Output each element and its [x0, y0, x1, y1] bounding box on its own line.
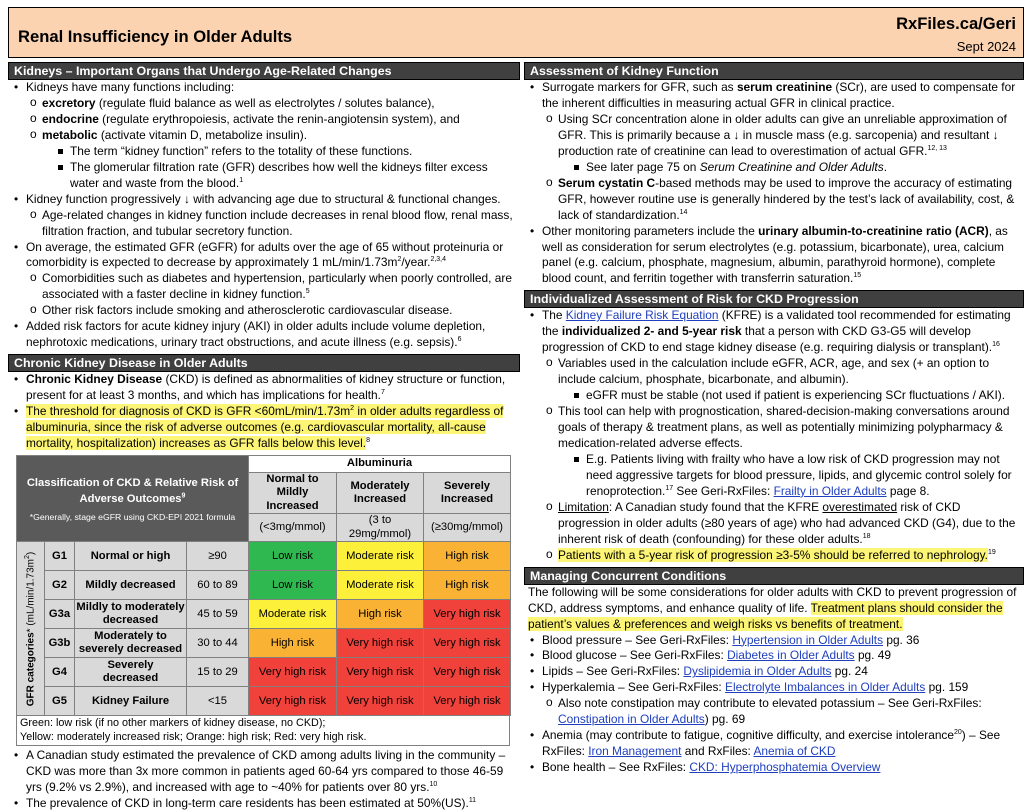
- reference-number: 18: [862, 532, 871, 540]
- risk-cell: Very high risk: [249, 658, 337, 687]
- section-heading-manage: Managing Concurrent Conditions: [524, 567, 1024, 585]
- page-header: [8, 7, 1024, 58]
- text: The threshold for diagnosis of CKD is GFR <60mL/min/1.73m: [26, 404, 351, 419]
- table-row: [17, 571, 511, 600]
- gfr-range: 30 to 44: [187, 629, 249, 658]
- risk-cell: Very high risk: [337, 629, 424, 658]
- text: The term “kidney function” refers to the totality of these functions.: [70, 143, 413, 158]
- text: Lipids – See Geri-RxFiles:: [542, 664, 684, 679]
- albuminuria-col-header: [424, 472, 511, 513]
- list-item: [524, 680, 1024, 696]
- risk-cell: Low risk: [249, 542, 337, 571]
- risk-cell: Very high risk: [424, 658, 511, 687]
- gfr-stage-code: G3b: [45, 629, 75, 658]
- kfre-link[interactable]: Kidney Failure Risk Equation: [565, 308, 719, 323]
- list-item: [8, 748, 520, 796]
- text: Variables used in the calculation include eGFR, ACR, age, and sex (+ an option to include calcium, phosphate, bicarbonate, and albumin).: [558, 356, 990, 387]
- text: This tool can help with prognostication, shared-decision-making conversations around goals of therapy & treatment plans, as well as potentially minimizing polypharmacy & medication-related adverse effects.: [558, 404, 1010, 451]
- text: pg. 24: [831, 664, 868, 679]
- page-title: Renal Insufficiency in Older Adults: [18, 27, 293, 46]
- iron-management-link[interactable]: Iron Management: [588, 744, 682, 759]
- text: The following will be some considerations for older adults with CKD to prevent progression of CKD, address symptoms, and enhance quality of life.: [528, 584, 1017, 615]
- risk-cell: Moderate risk: [337, 542, 424, 571]
- risk-cell: Very high risk: [337, 658, 424, 687]
- electrolyte-link[interactable]: Electrolyte Imbalances in Older Adults: [725, 680, 926, 695]
- gfr-stage-description: Severely decreased: [75, 658, 187, 687]
- risk-cell: Very high risk: [424, 600, 511, 629]
- list-item: [524, 224, 1024, 288]
- list-item: [8, 80, 520, 96]
- text: pg. 49: [854, 648, 892, 663]
- table-row: [17, 542, 511, 571]
- text: overestimated: [822, 499, 898, 514]
- list-item: [524, 664, 1024, 680]
- right-column: [524, 62, 1024, 776]
- text: and RxFiles:: [681, 744, 754, 759]
- list-item: [524, 548, 1024, 564]
- list-item: [8, 303, 520, 319]
- constipation-link[interactable]: Constipation in Older Adults: [558, 712, 705, 727]
- list-item: [524, 760, 1024, 776]
- reference-number: 6: [457, 336, 462, 344]
- text: ): [24, 551, 36, 555]
- table-row: [17, 687, 511, 716]
- list-item: [524, 648, 1024, 664]
- list-item: [524, 728, 1024, 760]
- gfr-stage-description: Mildly to moderately decreased: [75, 600, 187, 629]
- list-item: [524, 500, 1024, 548]
- gfr-stage-code: G5: [45, 687, 75, 716]
- gfr-stage-description: Normal or high: [75, 542, 187, 571]
- reference-number: 2,3,4: [430, 256, 447, 264]
- text: , as well as consideration for serum electrolytes (e.g. potassium, bicarbonate), urea, calcium panel (e.g. calcium, phosphate, magnesium, albumin, parathyroid hormone), complete blood count, and ferritin together with transferrin saturation.: [542, 223, 1008, 286]
- anemia-ckd-link[interactable]: Anemia of CKD: [753, 744, 836, 759]
- list-item: [524, 112, 1024, 160]
- risk-cell: Very high risk: [424, 687, 511, 716]
- legend-line: Yellow: moderately increased risk; Orange: high risk; Red: very high risk.: [20, 730, 367, 743]
- gfr-categories-label: [17, 542, 45, 716]
- superscript: 2: [397, 256, 402, 264]
- reference-number: 11: [468, 797, 477, 805]
- reference-number: 17: [665, 484, 674, 492]
- text: Moderately Increased: [350, 479, 410, 506]
- text: excretory: [42, 95, 96, 110]
- hypertension-link[interactable]: Hypertension in Older Adults: [732, 632, 884, 647]
- diabetes-link[interactable]: Diabetes in Older Adults: [727, 648, 855, 663]
- list-item: [8, 372, 520, 404]
- risk-cell: High risk: [424, 571, 511, 600]
- text: endocrine: [42, 111, 99, 126]
- text: Bone health – See RxFiles:: [542, 760, 690, 775]
- text: The prevalence of CKD in long-term care residents has been estimated at 50%(US).: [26, 795, 469, 810]
- albuminuria-range: (≥30mg/mmol): [424, 514, 511, 542]
- text: See later page 75 on: [586, 159, 700, 174]
- list-item: [524, 80, 1024, 112]
- text: individualized 2- and 5-year risk: [561, 324, 742, 339]
- gfr-range: 15 to 29: [187, 658, 249, 687]
- table-row: [17, 600, 511, 629]
- gfr-range: 45 to 59: [187, 600, 249, 629]
- text: eGFR must be stable (not used if patient is experiencing SCr fluctuations / AKI).: [586, 388, 1006, 403]
- text: See Geri-RxFiles:: [673, 483, 774, 498]
- risk-cell: Moderate risk: [337, 571, 424, 600]
- text: Comorbidities such as diabetes and hypertension, particularly when poorly controlled, are associated with a faster decline in kidney function.: [42, 271, 512, 302]
- table-note: *Generally, stage eGFR using CKD-EPI 2021 formula: [29, 511, 236, 522]
- reference-number: 12, 13: [927, 144, 947, 152]
- risk-cell: High risk: [249, 629, 337, 658]
- text: ) – See RxFiles:: [542, 728, 1001, 759]
- kidneys-list: [8, 80, 520, 351]
- text: The: [542, 308, 566, 323]
- gfr-stage-description: Mildly decreased: [75, 571, 187, 600]
- list-item: [8, 144, 520, 160]
- text: (regulate erythropoiesis, activate the renin-angiotensin system), and: [98, 111, 460, 126]
- text: (regulate fluid balance as well as electrolytes / solutes balance),: [95, 95, 435, 110]
- text: Other monitoring parameters include the: [542, 223, 759, 238]
- albuminuria-range: (3 to 29mg/mmol): [337, 514, 424, 542]
- text: Also note constipation may contribute to elevated potassium – See Geri-RxFiles:: [558, 696, 982, 711]
- highlighted-text: Treatment plans should consider the patient’s values & preferences and weigh risks vs benefits of treatment.: [528, 600, 1003, 631]
- manage-list: [524, 633, 1024, 777]
- reference-number: 14: [679, 208, 688, 216]
- ckd-list: [8, 372, 520, 452]
- text: metabolic: [42, 127, 98, 142]
- text: pg. 36: [883, 632, 920, 647]
- list-item: [524, 452, 1024, 500]
- text: Blood glucose – See Geri-RxFiles:: [542, 648, 728, 663]
- text: A Canadian study estimated the prevalence of CKD among adults living in the community – CKD was more than 3x more common in patients aged 60-64 yrs compared to those 46-59 yrs (9.2% vs 2.9%), and increased with age to ~40% for patients over 80 yrs.: [26, 748, 506, 795]
- text: Hyperkalemia – See Geri-RxFiles:: [542, 680, 726, 695]
- ckd-prevalence-list: [8, 748, 520, 812]
- gfr-stage-code: G2: [45, 571, 75, 600]
- risk-cell: High risk: [337, 600, 424, 629]
- risk-color-legend: [16, 716, 510, 746]
- text: * (mL/min/1.73m: [24, 558, 36, 632]
- text: Limitation: [558, 499, 609, 514]
- frailty-link[interactable]: Frailty in Older Adults: [773, 483, 887, 498]
- albuminuria-header: Albuminuria: [249, 455, 511, 472]
- text: ) pg. 69: [704, 712, 746, 727]
- left-column: [8, 62, 520, 812]
- highlighted-text: Patients with a 5-year risk of progression ≥3-5% should be referred to nephrology.: [558, 547, 988, 562]
- list-item: [524, 308, 1024, 356]
- text: Kidneys have many functions including:: [26, 80, 235, 94]
- table-title-cell: [17, 455, 249, 541]
- risk-list: [524, 308, 1024, 563]
- legend-line: Green: low risk (if no other markers of kidney disease, no CKD);: [20, 717, 326, 730]
- text: GFR categories: [24, 632, 36, 706]
- text: urinary albumin-to-creatinine ratio (ACR): [758, 223, 989, 238]
- gfr-stage-code: G1: [45, 542, 75, 571]
- reference-number: 16: [992, 341, 1000, 349]
- dyslipidemia-link[interactable]: Dyslipidemia in Older Adults: [683, 664, 832, 679]
- list-item: [8, 208, 520, 240]
- list-item: [8, 240, 520, 272]
- ckd-classification-table: [16, 455, 511, 716]
- risk-cell: Low risk: [249, 571, 337, 600]
- hyperphosphatemia-link[interactable]: CKD: Hyperphosphatemia Overview: [689, 760, 881, 775]
- text: Severely Increased: [440, 479, 494, 506]
- list-item: [8, 128, 520, 144]
- albuminuria-range: (<3mg/mmol): [249, 514, 337, 542]
- list-item: [524, 404, 1024, 452]
- gfr-stage-code: G4: [45, 658, 75, 687]
- text: The glomerular filtration rate (GFR) describes how well the kidneys filter excess water and waste from the blood.: [70, 159, 488, 190]
- text: Chronic Kidney Disease: [26, 372, 163, 387]
- text: (activate vitamin D, metabolize insulin).: [97, 127, 308, 142]
- text: E.g. Patients living with frailty who have a low risk of CKD progression may not need aggressive targets for blood pressure, lipids, and glycemic control solely for renoprotection.: [586, 451, 1012, 498]
- text: Age-related changes in kidney function include decreases in renal blood flow, renal mass, filtration fraction, and tubular secretory function.: [42, 207, 513, 238]
- highlighted-text: [26, 404, 503, 450]
- risk-cell: Very high risk: [249, 687, 337, 716]
- list-item: [8, 112, 520, 128]
- publication-date: Sept 2024: [956, 39, 1016, 54]
- reference-number: 5: [305, 288, 310, 296]
- list-item: [8, 96, 520, 112]
- text: .: [883, 159, 887, 174]
- text: Anemia (may contribute to fatigue, cognitive difficulty, and exercise intolerance: [542, 728, 954, 743]
- text: Blood pressure – See Geri-RxFiles:: [542, 632, 733, 647]
- text: Using SCr concentration alone in older adults can give an unreliable approximation of GFR. This is primarily because a ↓ in muscle mass (e.g. sarcopenia) and resultant ↓ production rate of creatinine can lead to overestimation of actual GFR.: [558, 111, 1007, 158]
- reference-number: 1: [239, 176, 244, 184]
- text: serum creatinine: [736, 80, 833, 94]
- text: that a person with CKD G3-G5 will develop progression of CKD to end stage kidney disease (e.g. requiring dialysis or transplant).: [542, 324, 993, 355]
- gfr-stage-code: G3a: [45, 600, 75, 629]
- text: Serum cystatin C: [558, 175, 656, 190]
- reference-number: 7: [380, 389, 385, 397]
- list-item: [524, 176, 1024, 224]
- text: in older adults regardless of albuminuria, since the risk of adverse outcomes (e.g. cardiovascular mortality, all-cause mortality, hospitalization) increases as GFR falls below this level.: [26, 404, 504, 451]
- reference-number: 9: [181, 492, 186, 500]
- text: Serum Creatinine and Older Adults: [699, 159, 884, 174]
- text: On average, the estimated GFR (eGFR) for adults over the age of 65 without proteinuria or comorbidity is expected to decrease by approximately 1 mL/min/1.73m: [26, 239, 504, 270]
- gfr-stage-description: Kidney Failure: [75, 687, 187, 716]
- reference-number: 8: [366, 437, 371, 445]
- reference-number: 20: [954, 729, 962, 737]
- text: (SCr), are used to compensate for the inherent difficulties in measuring actual GFR in clinical practice.: [542, 80, 1016, 110]
- list-item: [8, 160, 520, 192]
- reference-number: 10: [429, 781, 438, 789]
- albuminuria-col-header: [249, 472, 337, 513]
- text: /year.: [401, 255, 431, 270]
- list-item: [8, 271, 520, 303]
- gfr-range: 60 to 89: [187, 571, 249, 600]
- text: Surrogate markers for GFR, such as: [542, 80, 737, 94]
- section-heading-risk: Individualized Assessment of Risk for CKD Progression: [524, 290, 1024, 308]
- text: : A Canadian study found that the KFRE: [608, 499, 823, 514]
- list-item: [8, 404, 520, 452]
- risk-cell: Moderate risk: [249, 600, 337, 629]
- list-item: [8, 192, 520, 208]
- brand-name: RxFiles.ca/Geri: [896, 14, 1016, 33]
- text: Normal to Mildly Increased: [266, 472, 319, 512]
- gfr-range: <15: [187, 687, 249, 716]
- list-item: [524, 633, 1024, 649]
- gfr-stage-description: Moderately to severely decreased: [75, 629, 187, 658]
- text: (CKD) is defined as abnormalities of kidney structure or function, present for at least 3 months, and which has implications for health.: [26, 372, 506, 403]
- text: Added risk factors for acute kidney injury (AKI) in older adults include volume depletion, nephrotoxic medications, urinary tract obstructions, and acute illness (e.g. sepsis).: [26, 319, 486, 350]
- risk-cell: Very high risk: [424, 629, 511, 658]
- section-heading-kidneys: Kidneys – Important Organs that Undergo Age-Related Changes: [8, 62, 520, 80]
- list-item: [524, 696, 1024, 728]
- list-item: [8, 319, 520, 351]
- text: Kidney function progressively ↓ with advancing age due to structural & functional changes.: [26, 191, 501, 206]
- text: pg. 159: [925, 680, 969, 695]
- list-item: [524, 356, 1024, 388]
- risk-cell: Very high risk: [337, 687, 424, 716]
- reference-number: 19: [987, 548, 996, 556]
- assessment-list: [524, 80, 1024, 287]
- text: (KFRE) is a validated tool recommended for estimating the: [542, 308, 1011, 339]
- reference-number: 15: [853, 272, 862, 280]
- list-item: [8, 796, 520, 812]
- table-title: Classification of CKD & Relative Risk of Adverse Outcomes: [26, 477, 239, 506]
- superscript: 2: [23, 554, 31, 559]
- albuminuria-col-header: [337, 472, 424, 513]
- list-item: [524, 160, 1024, 176]
- gfr-categories-text: [24, 551, 37, 706]
- text: page 8.: [886, 483, 930, 498]
- gfr-range: ≥90: [187, 542, 249, 571]
- manage-intro: [524, 585, 1024, 633]
- text: Other risk factors include smoking and atherosclerotic cardiovascular disease.: [42, 303, 453, 318]
- table-row: [17, 629, 511, 658]
- list-item: [524, 388, 1024, 404]
- text: -based methods may be used to improve the accuracy of estimating GFR, however routine use is generally hindered by the test’s lack of availability, cost, & lack of standardization.: [558, 175, 1015, 222]
- risk-cell: High risk: [424, 542, 511, 571]
- superscript: 2: [350, 405, 355, 413]
- table-row: [17, 658, 511, 687]
- section-heading-ckd: Chronic Kidney Disease in Older Adults: [8, 354, 520, 372]
- text: risk of CKD progression in older adults (≥80 years of age) who had advanced CKD (G4), due to the inherent risk of death (confounding) for these older adults.: [558, 499, 1016, 546]
- section-heading-assessment: Assessment of Kidney Function: [524, 62, 1024, 80]
